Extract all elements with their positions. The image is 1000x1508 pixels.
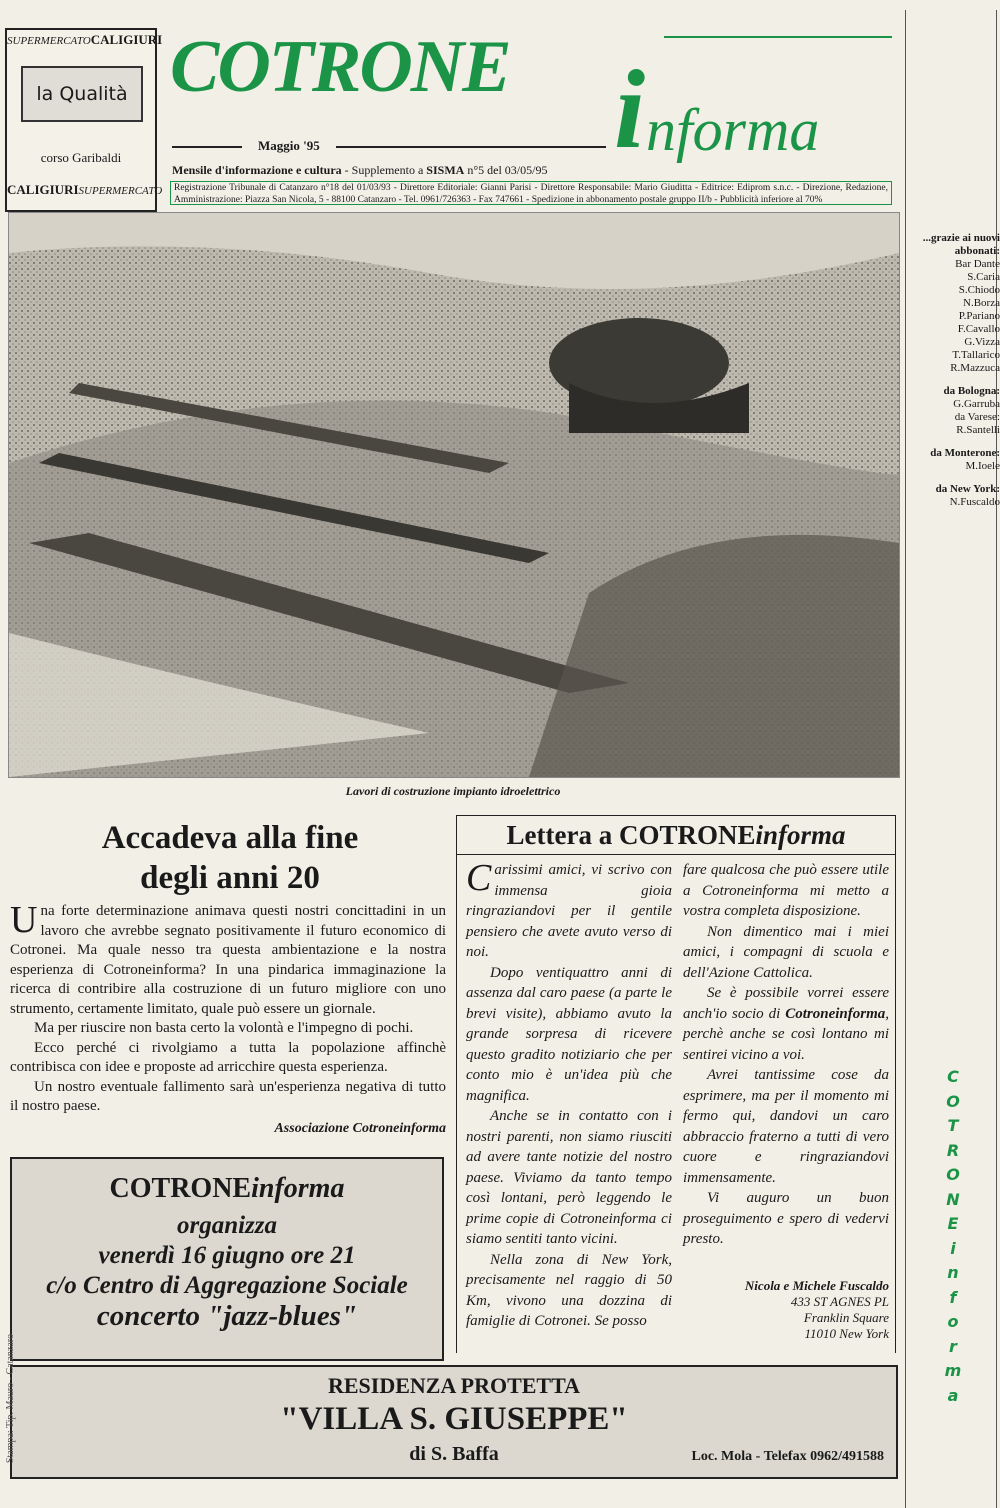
subscriber-name: G.Garruba — [953, 398, 1000, 410]
event-date: venerdì 16 giugno ore 21 — [98, 1242, 356, 1269]
printer-credit: Stampa: Tip. Mauro - Catanzaro — [5, 1333, 17, 1464]
masthead-rule-top — [664, 36, 892, 38]
subscriber-name: S.Chiodo — [958, 284, 1000, 296]
subscriber-name: T.Tallarico — [952, 349, 1000, 361]
masthead-informa: nforma — [646, 97, 820, 163]
newyork-heading: da New York: — [935, 483, 1000, 495]
ad-street: corso Garibaldi — [40, 150, 122, 165]
letter-column-1 — [466, 857, 672, 1332]
article-dropcap: U — [10, 899, 38, 941]
ad-bottom-line: CALIGIURISUPERMERCATO — [7, 182, 163, 197]
ad-top-line: SUPERMERCATOCALIGIURI — [7, 32, 163, 47]
letter-paragraph: Vi auguro un buon proseguimento e spero di vedervi presto. — [683, 1190, 889, 1247]
letter-dropcap: C — [466, 857, 492, 899]
subscriber-list — [910, 232, 1000, 509]
column-rule-left — [905, 10, 906, 1508]
subscriber-name: M.Ioele — [965, 460, 1000, 472]
article-title: Accadeva alla fine degli anni 20 — [101, 820, 359, 896]
residence-ad-owner: di S. Baffa — [409, 1443, 499, 1465]
ad-quality-label: la Qualità — [21, 66, 143, 122]
article-paragraph: Un nostro eventuale fallimento sarà un'esperienza negativa di tutto il nostro paese. — [10, 1078, 446, 1114]
event-concert: concerto "jazz-blues" — [96, 1300, 358, 1332]
issue-date: Maggio '95 — [258, 138, 320, 153]
monterone-heading: da Monterone: — [930, 447, 1000, 459]
residence-ad-name: "VILLA S. GIUSEPPE" — [280, 1401, 628, 1437]
registration-box: Registrazione Tribunale di Catanzaro n°18 del 01/03/93 - Direttore Editoriale: Gianni Parisi - Direttore Responsabile: Mario Giuditta - Editrice: Ediprom s.n.c. - Direzione, Redazione, Amministrazione: Piazza San Nicola, 5 - 88100 Catanzaro - Tel. 0961/726363 - Fax 747661 - Spedizione in abbonamento postale gruppo II/b - Pubblicità inferiore al 70% — [170, 181, 892, 205]
photo-caption: Lavori di costruzione impianto idroelettrico — [345, 784, 561, 798]
masthead-subtitle: Mensile d'informazione e cultura - Supplemento a SISMA n°5 del 03/05/95 — [172, 163, 548, 177]
letter-heading: Lettera a COTRONEinforma — [456, 815, 896, 855]
vertical-brand-text: C O T R O N E i n f o r m a — [944, 1067, 962, 1405]
residence-ad-line: RESIDENZA PROTETTA — [327, 1373, 581, 1398]
supermarket-ad — [5, 28, 163, 212]
article-paragraph: Ma per riuscire non basta certo la volontà e l'impegno di pochi. — [34, 1020, 414, 1036]
event-announcement — [10, 1157, 444, 1361]
event-title: COTRONEinforma — [109, 1173, 345, 1204]
historic-photo — [8, 212, 900, 778]
varese-heading: da Varese: — [954, 411, 1000, 423]
residence-ad-contact: Loc. Mola - Telefax 0962/491588 — [691, 1449, 884, 1464]
subscriber-name: N.Fuscaldo — [949, 496, 1000, 508]
masthead-i: i — [614, 48, 646, 172]
event-venue: c/o Centro di Aggregazione Sociale — [46, 1272, 408, 1299]
subscriber-heading: ...grazie ai nuovi abbonati: — [922, 232, 1000, 257]
event-line: organizza — [176, 1212, 278, 1239]
article-paragraph: Una forte determinazione animava questi nostri concittadini in un lavoro che avrebbe segnato positivamente il futuro economico di Cotronei. Ma quale nesso tra questa ambientazione e la nostra esperienza di Cotroneinforma? In una pindarica immaginazione la ricerca di contribire alla costruzione di un futuro migliore con uno strumento, certamente limitato, quale può essere un giornale. — [10, 899, 446, 1017]
letter-paragraph: Dopo ventiquattro anni di assenza dal caro paese (a parte le brevi visite), abbiamo avuto la grande sorpresa di ricevere questo gradito notiziario che per conto mio è un'idea più che magnifica. — [466, 964, 672, 1104]
subscriber-name: N.Borza — [963, 297, 1000, 309]
subscriber-name: Bar Dante — [955, 258, 1000, 270]
subscriber-name: R.Santelli — [956, 424, 1000, 436]
article-body — [10, 899, 446, 1117]
masthead-title: COTRONE — [170, 26, 510, 108]
bologna-heading: da Bologna: — [943, 385, 1000, 397]
letter-paragraph: Nella zona di New York, precisamente nel raggio di 50 Km, vivono una dozzina di famiglie di Cotronei. Se posso — [466, 1251, 672, 1329]
subscriber-name: S.Caria — [967, 271, 1000, 283]
residence-ad — [10, 1365, 898, 1479]
article-paragraph: Ecco perché ci rivolgiamo a tutta la popolazione affinchè contribisca con idee e proposte ad arricchire questa esperienza. — [10, 1039, 446, 1075]
photo-illustration — [9, 213, 899, 777]
letter-paragraph: Avrei tantissime cose da esprimere, ma per il momento mi fermo qui, dandovi un caro abbraccio fraterno a tutti di vero cuore e ringraziandovi immensamente. — [683, 1067, 889, 1186]
letter-paragraph: Non dimentico mai i miei amici, i compagni di scuola e dell'Azione Cattolica. — [683, 923, 889, 981]
letter-paragraph: Carissimi amici, vi scrivo con immensa gioia ringraziandovi per il gentile pensiero che avete avuto verso di noi. — [466, 857, 672, 960]
letter-paragraph: Se è possibile vorrei essere anch'io socio di Cotroneinforma, perchè anche se così lontano mi sentirei vicino a voi. — [683, 985, 889, 1063]
subscriber-name: P.Pariano — [958, 310, 1000, 322]
masthead-rule-right — [336, 146, 606, 148]
subscriber-name: R.Mazzuca — [950, 362, 1000, 374]
letter-signature: Nicola e Michele Fuscaldo 433 ST AGNES PL Franklin Square 11010 New York — [744, 1278, 889, 1341]
article-signature: Associazione Cotroneinforma — [274, 1121, 446, 1136]
masthead-rule-left — [172, 146, 242, 148]
subscriber-name: G.Vizza — [964, 336, 1000, 348]
subscriber-name: F.Cavallo — [957, 323, 1000, 335]
letter-column-2 — [683, 860, 889, 1250]
letter-paragraph: fare qualcosa che può essere utile a Cotroneinforma mi metto a vostra completa disposizione. — [683, 862, 889, 919]
letter-paragraph: Anche se in contatto con i nostri parenti, non siamo riusciti ad avere tante notizie del nostro paese. Viviamo da tanto tempo così lontani, però leggendo le prime copie di Cotroneinforma ci siamo sentiti tanto vicini. — [466, 1108, 672, 1247]
